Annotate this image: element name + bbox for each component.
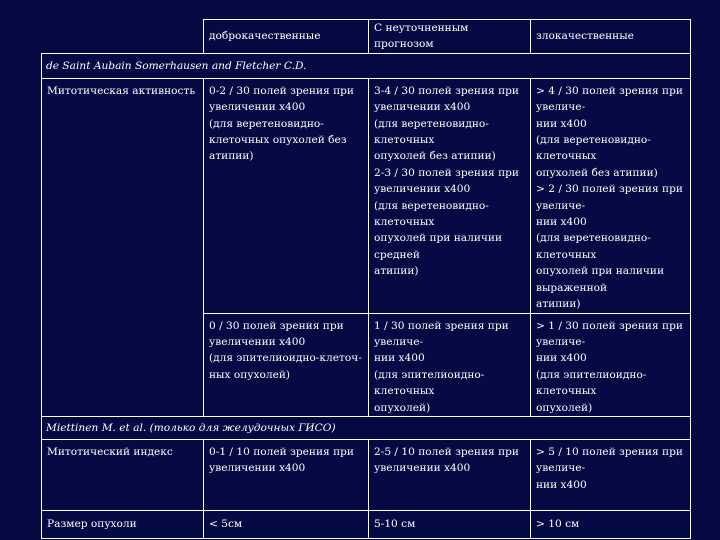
cell-malignant: > 5 / 10 полей зрения при увеличе- нии х400 xyxy=(531,439,691,510)
table-row xyxy=(42,313,691,416)
table-row xyxy=(42,78,691,313)
cell-benign: 0-1 / 10 полей зрения при увеличении х400 xyxy=(204,439,369,510)
section-title-miettinen: Miettinen M. et al. (только для желудочных ГИСО) xyxy=(42,416,691,439)
cell-malignant: > 4 / 30 полей зрения при увеличе- нии х400 (для веретеновидно- клеточных опухолей без атипии) > 2 / 30 полей зрения при увеличе- нии х400 (для веретеновидно- клеточных опухолей при наличии выраженной атипии) xyxy=(531,78,691,313)
cell-benign: 0-2 / 30 полей зрения при увеличении х400 (для веретеновидно- клеточных опухолей без атипии) xyxy=(204,78,369,313)
header-row xyxy=(42,20,691,54)
cell-malignant: > 10 см xyxy=(531,510,691,538)
cell-uncertain: 3-4 / 30 полей зрения при увеличении х400 (для веретеновидно- клеточных опухолей без атипии) 2-3 / 30 полей зрения при увеличении х400 (для веретеновидно- клеточных опухолей при наличии средней атипии) xyxy=(369,78,531,313)
cell-malignant: > 1 / 30 полей зрения при увеличе- нии х400 (для эпителиоидно- клеточных опухолей) xyxy=(531,313,691,416)
table-row xyxy=(42,439,691,510)
cell-benign: < 5см xyxy=(204,510,369,538)
criteria-table xyxy=(41,19,691,539)
header-malignant: злокачественные xyxy=(531,20,691,54)
table-row xyxy=(42,510,691,538)
cell-benign: 0 / 30 полей зрения при увеличении х400 (для эпителиоидно-клеточ- ных опухолей) xyxy=(204,313,369,416)
header-benign: доброкачественные xyxy=(204,20,369,54)
cell-uncertain: 1 / 30 полей зрения при увеличе- нии х400 (для эпителиоидно- клеточных опухолей) xyxy=(369,313,531,416)
header-uncertain: С неуточненным прогнозом xyxy=(369,20,531,54)
section-row xyxy=(42,53,691,78)
cell-uncertain: 5-10 см xyxy=(369,510,531,538)
row-label-empty xyxy=(42,313,204,416)
cell-uncertain: 2-5 / 10 полей зрения при увеличении х400 xyxy=(369,439,531,510)
row-label-tumor-size: Размер опухоли xyxy=(42,510,204,538)
row-label-mitotic-activity: Митотическая активность xyxy=(42,78,204,313)
section-row xyxy=(42,416,691,439)
header-empty-cell xyxy=(42,20,204,54)
row-label-mitotic-index: Митотический индекс xyxy=(42,439,204,510)
section-title-fletcher: de Saint Aubain Somerhausen and Fletcher C.D. xyxy=(42,53,691,78)
